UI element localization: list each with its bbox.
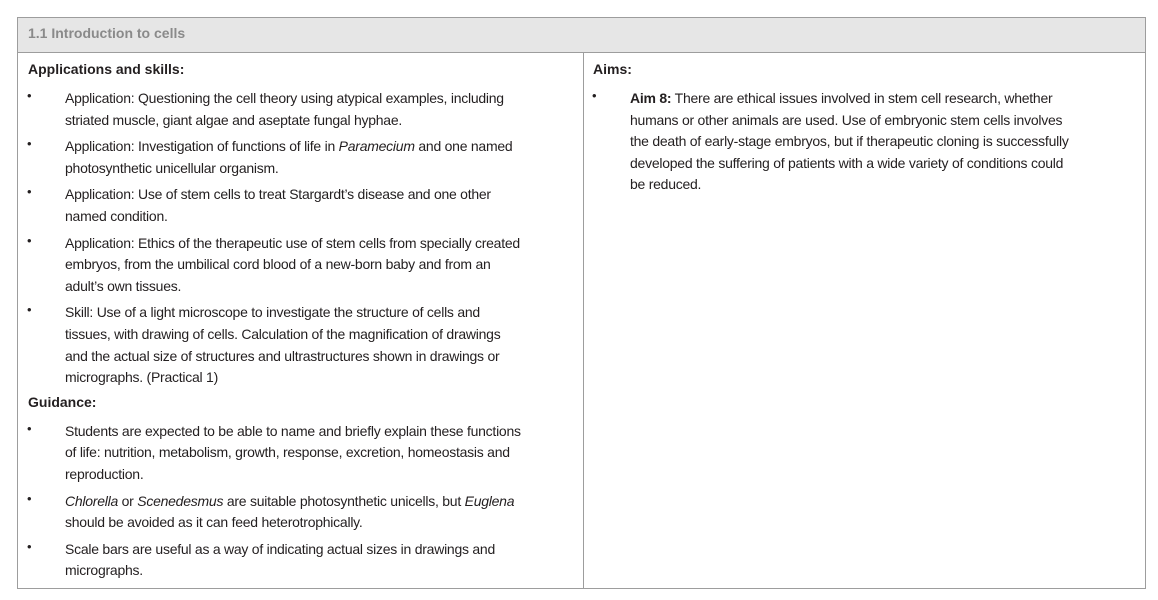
text-segment: Application: Use of stem cells to treat Stargardt’s disease and one other — [65, 186, 491, 203]
text-segment: the death of early-stage embryos, but if therapeutic cloning is successfully — [630, 133, 1069, 150]
text-segment: Application: Ethics of the therapeutic use of stem cells from specially created — [65, 234, 520, 251]
text-segment: adult’s own tissues. — [65, 277, 182, 294]
applications-heading: Applications and skills: — [28, 61, 185, 77]
list-item — [18, 184, 583, 227]
text-line — [65, 421, 583, 443]
text-segment: or — [118, 492, 138, 509]
guidance-heading: Guidance: — [28, 393, 97, 410]
text-segment: and the actual size of structures and ultrastructures shown in drawings or — [65, 347, 500, 364]
guidance-list — [18, 421, 583, 582]
bullet-icon: • — [592, 88, 597, 103]
text-line — [65, 539, 583, 561]
text-line — [65, 233, 583, 255]
text-segment: There are ethical issues involved in stem cell research, whether — [671, 90, 1053, 106]
section-title: 1.1 Introduction to cells — [18, 18, 1145, 53]
italic-term: Scenedesmus — [137, 492, 224, 509]
text-segment: embryos, from the umbilical cord blood of a new-born baby and from an — [65, 256, 491, 273]
list-item — [18, 88, 583, 131]
text-segment: named condition. — [65, 207, 168, 224]
italic-term: Euglena — [464, 492, 515, 509]
text-line — [65, 110, 583, 132]
bullet-icon: • — [27, 184, 32, 200]
text-line — [630, 110, 1145, 132]
text-line — [630, 174, 1145, 196]
bullet-icon: • — [27, 538, 32, 554]
text-segment: Scale bars are useful as a way of indicating actual sizes in drawings and — [65, 540, 495, 557]
text-line — [65, 206, 583, 228]
aims-heading: Aims: — [593, 61, 632, 77]
text-segment: Skill: Use of a light microscope to investigate the structure of cells and — [65, 304, 480, 321]
list-item — [18, 136, 583, 179]
text-line — [65, 560, 583, 582]
aims-list — [583, 88, 1145, 196]
list-item — [18, 302, 583, 388]
syllabus-table — [17, 17, 1146, 589]
text-segment: striated muscle, giant algae and aseptate fungal hyphae. — [65, 111, 403, 128]
text-line — [65, 491, 583, 513]
text-line — [65, 346, 583, 368]
italic-term: Paramecium — [338, 138, 415, 155]
text-line — [65, 88, 583, 110]
text-segment: Students are expected to be able to name and briefly explain these functions — [65, 422, 521, 439]
text-line — [65, 512, 583, 534]
text-segment: humans or other animals are used. Use of embryonic stem cells involves — [630, 111, 1063, 128]
text-line — [65, 324, 583, 346]
text-segment: of life: nutrition, metabolism, growth, response, excretion, homeostasis and — [65, 444, 510, 461]
text-segment: be reduced. — [630, 176, 702, 193]
text-line — [65, 276, 583, 298]
text-segment: photosynthetic unicellular organism. — [65, 159, 279, 176]
list-item — [18, 233, 583, 298]
bullet-icon: • — [27, 420, 32, 436]
text-line — [65, 367, 583, 389]
bullet-icon: • — [27, 302, 32, 318]
bullet-icon: • — [27, 232, 32, 248]
text-line — [65, 464, 583, 486]
text-line — [65, 254, 583, 276]
right-column — [583, 53, 1145, 588]
left-column — [18, 53, 584, 588]
list-item — [18, 421, 583, 486]
text-segment: and one named — [414, 138, 513, 155]
bold-label: Aim 8: — [630, 90, 672, 106]
bullet-icon: • — [27, 490, 32, 506]
text-segment: Application: Questioning the cell theory using atypical examples, including — [65, 90, 504, 106]
text-segment: Application: Investigation of functions of life in — [65, 138, 339, 155]
text-line — [65, 136, 583, 158]
italic-term: Chlorella — [65, 492, 118, 509]
text-segment: should be avoided as it can feed heterotrophically. — [65, 514, 363, 531]
text-segment: micrographs. — [65, 562, 143, 579]
list-item — [18, 491, 583, 534]
list-item — [18, 539, 583, 582]
text-line — [630, 153, 1145, 175]
text-line — [65, 158, 583, 180]
text-line — [65, 184, 583, 206]
applications-list — [18, 88, 583, 389]
text-line — [65, 302, 583, 324]
text-segment: developed the suffering of patients with a wide variety of conditions could — [630, 154, 1064, 171]
list-item — [583, 88, 1145, 196]
text-segment: micrographs. (Practical 1) — [65, 369, 218, 386]
text-line — [630, 88, 1145, 110]
text-segment: tissues, with drawing of cells. Calculation of the magnification of drawings — [65, 325, 501, 342]
text-line — [630, 131, 1145, 153]
bullet-icon: • — [27, 136, 32, 152]
bullet-icon: • — [27, 88, 32, 103]
text-line — [65, 442, 583, 464]
text-segment: are suitable photosynthetic unicells, but — [223, 492, 465, 509]
text-segment: reproduction. — [65, 465, 144, 482]
